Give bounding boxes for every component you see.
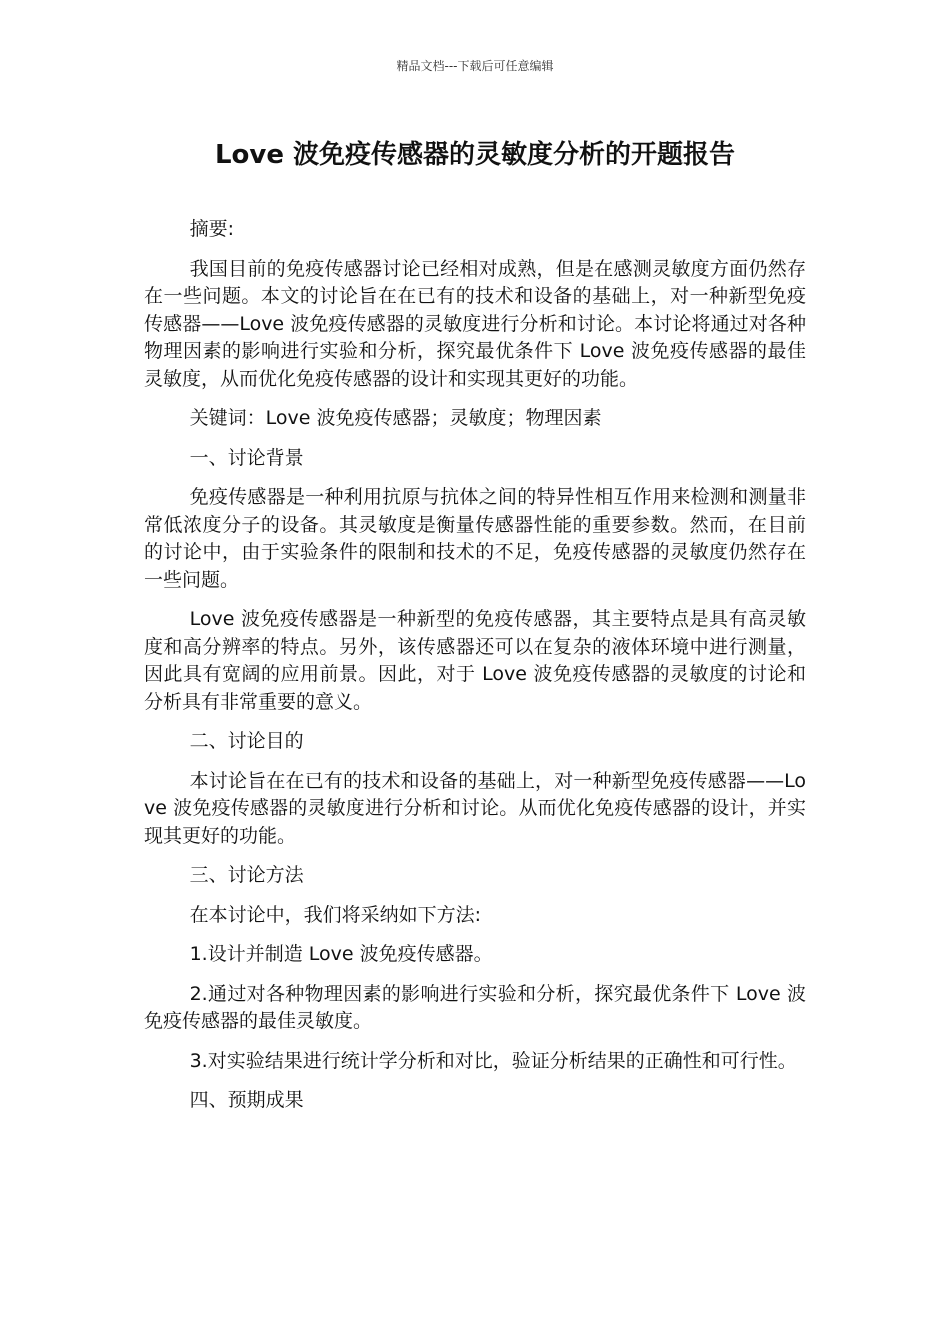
method-step-1: 1.设计并制造 Love 波免疫传感器。 [189,943,493,965]
keywords-line: 关键词：Love 波免疫传感器；灵敏度；物理因素 [189,407,602,429]
section-heading-expected-results: 四、预期成果 [189,1089,304,1111]
background-paragraph-1: 免疫传感器是一种利用抗原与抗体之间的特异性相互作用来检测和测量非常低浓度分子的设备。其灵敏度是衡量传感器性能的重要参数。然而，在目前的讨论中，由于实验条件的限制和技术的不足，免疫传感器的灵敏度仍然存在一些问题。 [144,486,806,591]
document-body [144,216,806,1127]
section-heading-method: 三、讨论方法 [189,864,304,886]
abstract-heading: 摘要: [189,218,234,240]
background-paragraph-2: Love 波免疫传感器是一种新型的免疫传感器，其主要特点是具有高灵敏度和高分辨率的特点。另外，该传感器还可以在复杂的液体环境中进行测量，因此具有宽阔的应用前景。因此，对于 Love 波免疫传感器的灵敏度的讨论和分析具有非常重要的意义。 [144,608,806,713]
method-intro: 在本讨论中，我们将采纳如下方法: [189,903,481,926]
purpose-paragraph: 本讨论旨在在已有的技术和设备的基础上，对一种新型免疫传感器——Love 波免疫传感器的灵敏度进行分析和讨论。从而优化免疫传感器的设计，并实现其更好的功能。 [144,769,806,847]
method-step-3: 3.对实验结果进行统计学分析和对比，验证分析结果的正确性和可行性。 [189,1049,797,1072]
document-title: Love 波免疫传感器的灵敏度分析的开题报告 [214,140,736,170]
section-heading-background: 一、讨论背景 [189,446,304,469]
abstract-paragraph: 我国目前的免疫传感器讨论已经相对成熟，但是在感测灵敏度方面仍然存在一些问题。本文的讨论旨在在已有的技术和设备的基础上，对一种新型免疫传感器——Love 波免疫传感器的灵敏度进行分析和讨论。本讨论将通过对各种物理因素的影响进行实验和分析，探究最优条件下 Love 波免疫传感器的最佳灵敏度，从而优化免疫传感器的设计和实现其更好的功能。 [144,257,806,390]
section-heading-purpose: 二、讨论目的 [189,730,304,752]
method-step-2: 2.通过对各种物理因素的影响进行实验和分析，探究最优条件下 Love 波免疫传感器的最佳灵敏度。 [144,982,806,1032]
header-note: 精品文档---下载后可任意编辑 [396,59,554,73]
